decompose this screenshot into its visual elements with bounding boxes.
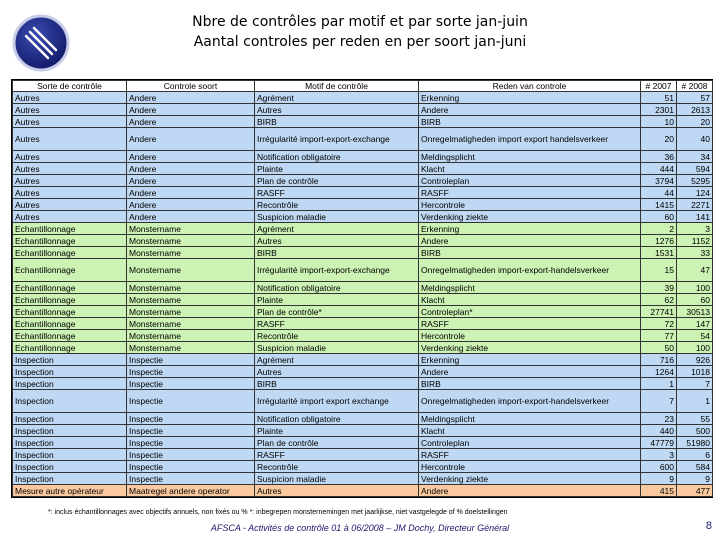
cell-2007: 3: [641, 449, 677, 461]
cell-2008: 594: [677, 163, 713, 175]
cell-reden: RASFF: [419, 318, 641, 330]
cell-2008: 141: [677, 211, 713, 223]
cell-2008: 100: [677, 282, 713, 294]
cell-reden: Verdenking ziekte: [419, 211, 641, 223]
cell-2007: 50: [641, 342, 677, 354]
cell-reden: Meldingsplicht: [419, 282, 641, 294]
table-row: [13, 473, 713, 485]
cell-sorte: Echantillonnage: [13, 247, 127, 259]
cell-motif: Notification obligatoire: [255, 282, 419, 294]
cell-reden: Klacht: [419, 425, 641, 437]
cell-reden: BIRB: [419, 116, 641, 128]
cell-2007: 444: [641, 163, 677, 175]
header-2008: # 2008: [677, 81, 713, 92]
cell-soort: Monstername: [127, 247, 255, 259]
cell-motif: Recontrôle: [255, 199, 419, 211]
cell-2007: 2301: [641, 104, 677, 116]
table-body: [13, 92, 713, 497]
cell-reden: Hercontrole: [419, 330, 641, 342]
cell-2008: 2271: [677, 199, 713, 211]
cell-motif: Suspicion maladie: [255, 473, 419, 485]
table-row: [13, 390, 713, 413]
cell-2008: 124: [677, 187, 713, 199]
cell-2008: 926: [677, 354, 713, 366]
cell-soort: Inspectie: [127, 366, 255, 378]
cell-2008: 30513: [677, 306, 713, 318]
cell-sorte: Echantillonnage: [13, 342, 127, 354]
cell-motif: Notification obligatoire: [255, 151, 419, 163]
table-row: [13, 116, 713, 128]
cell-2007: 1415: [641, 199, 677, 211]
cell-sorte: Echantillonnage: [13, 235, 127, 247]
cell-2008: 40: [677, 128, 713, 151]
page-number: 8: [705, 520, 712, 532]
cell-sorte: Echantillonnage: [13, 306, 127, 318]
cell-2007: 9: [641, 473, 677, 485]
cell-motif: Irrégularité import export exchange: [255, 390, 419, 413]
cell-sorte: Echantillonnage: [13, 294, 127, 306]
cell-reden: Erkenning: [419, 223, 641, 235]
cell-reden: Onregelmatigheden import-export-handelsverkeer: [419, 259, 641, 282]
cell-2007: 1: [641, 378, 677, 390]
cell-sorte: Inspection: [13, 378, 127, 390]
cell-motif: Notification obligatoire: [255, 413, 419, 425]
header-reden: Reden van controle: [419, 81, 641, 92]
cell-reden: Andere: [419, 366, 641, 378]
cell-reden: Klacht: [419, 294, 641, 306]
cell-sorte: Inspection: [13, 449, 127, 461]
cell-motif: Irrégularité import-export-exchange: [255, 128, 419, 151]
cell-2007: 20: [641, 128, 677, 151]
cell-2007: 44: [641, 187, 677, 199]
table-row: [13, 425, 713, 437]
cell-2008: 33: [677, 247, 713, 259]
cell-2008: 7: [677, 378, 713, 390]
cell-reden: Onregelmatigheden import-export-handelsverkeer: [419, 390, 641, 413]
cell-2008: 1152: [677, 235, 713, 247]
cell-sorte: Autres: [13, 211, 127, 223]
cell-soort: Inspectie: [127, 437, 255, 449]
table-row: [13, 449, 713, 461]
cell-sorte: Echantillonnage: [13, 223, 127, 235]
cell-2008: 147: [677, 318, 713, 330]
cell-2008: 1: [677, 390, 713, 413]
cell-sorte: Echantillonnage: [13, 259, 127, 282]
table-row: [13, 223, 713, 235]
table-row: [13, 378, 713, 390]
cell-motif: Agrément: [255, 223, 419, 235]
header-motif: Motif de contrôle: [255, 81, 419, 92]
cell-soort: Maatregel andere operator: [127, 485, 255, 497]
table-row: [13, 366, 713, 378]
page-title: [80, 12, 640, 52]
cell-2007: 23: [641, 413, 677, 425]
cell-2007: 36: [641, 151, 677, 163]
cell-2007: 62: [641, 294, 677, 306]
cell-2008: 477: [677, 485, 713, 497]
cell-reden: Onregelmatigheden import export handelsverkeer: [419, 128, 641, 151]
cell-reden: Hercontrole: [419, 461, 641, 473]
cell-soort: Monstername: [127, 330, 255, 342]
cell-soort: Andere: [127, 211, 255, 223]
cell-2007: 72: [641, 318, 677, 330]
cell-sorte: Autres: [13, 199, 127, 211]
cell-sorte: Autres: [13, 187, 127, 199]
cell-reden: Hercontrole: [419, 199, 641, 211]
table-row: [13, 163, 713, 175]
cell-soort: Monstername: [127, 306, 255, 318]
cell-motif: Agrément: [255, 92, 419, 104]
table-row: [13, 354, 713, 366]
table-row: [13, 485, 713, 497]
cell-2008: 3: [677, 223, 713, 235]
cell-2008: 51980: [677, 437, 713, 449]
cell-2007: 440: [641, 425, 677, 437]
table-header-row: [13, 81, 713, 92]
title-line-nl: Aantal controles per reden en per soort jan-juni: [193, 34, 527, 50]
cell-2007: 1276: [641, 235, 677, 247]
table-row: [13, 318, 713, 330]
cell-2007: 10: [641, 116, 677, 128]
cell-soort: Andere: [127, 151, 255, 163]
cell-motif: RASFF: [255, 318, 419, 330]
cell-sorte: Autres: [13, 128, 127, 151]
cell-2007: 600: [641, 461, 677, 473]
header-soort: Controle soort: [127, 81, 255, 92]
cell-2007: 3794: [641, 175, 677, 187]
cell-soort: Andere: [127, 175, 255, 187]
footer-text: AFSCA - Activités de contrôle 01 à 06/2008 – JM Dochy, Directeur Général: [210, 523, 510, 533]
cell-2007: 15: [641, 259, 677, 282]
cell-soort: Andere: [127, 163, 255, 175]
cell-motif: BIRB: [255, 378, 419, 390]
table-row: [13, 211, 713, 223]
table-row: [13, 330, 713, 342]
table-row: [13, 92, 713, 104]
cell-sorte: Inspection: [13, 354, 127, 366]
cell-2007: 2: [641, 223, 677, 235]
cell-sorte: Autres: [13, 104, 127, 116]
cell-2008: 34: [677, 151, 713, 163]
table-row: [13, 247, 713, 259]
table-row: [13, 128, 713, 151]
cell-soort: Monstername: [127, 318, 255, 330]
cell-sorte: Autres: [13, 163, 127, 175]
cell-motif: Autres: [255, 104, 419, 116]
table-row: [13, 104, 713, 116]
table-row: [13, 294, 713, 306]
cell-2007: 716: [641, 354, 677, 366]
cell-sorte: Inspection: [13, 366, 127, 378]
cell-2007: 60: [641, 211, 677, 223]
cell-soort: Monstername: [127, 342, 255, 354]
cell-motif: Suspicion maladie: [255, 342, 419, 354]
cell-soort: Inspectie: [127, 413, 255, 425]
cell-soort: Andere: [127, 199, 255, 211]
cell-motif: Suspicion maladie: [255, 211, 419, 223]
cell-soort: Monstername: [127, 282, 255, 294]
cell-soort: Andere: [127, 187, 255, 199]
cell-soort: Monstername: [127, 223, 255, 235]
cell-motif: BIRB: [255, 116, 419, 128]
cell-reden: Andere: [419, 104, 641, 116]
cell-sorte: Echantillonnage: [13, 318, 127, 330]
cell-2007: 1264: [641, 366, 677, 378]
cell-motif: Recontrôle: [255, 330, 419, 342]
cell-reden: Controleplan*: [419, 306, 641, 318]
cell-sorte: Inspection: [13, 413, 127, 425]
table-row: [13, 306, 713, 318]
cell-sorte: Inspection: [13, 390, 127, 413]
cell-2008: 47: [677, 259, 713, 282]
cell-sorte: Echantillonnage: [13, 282, 127, 294]
header-2007: # 2007: [641, 81, 677, 92]
cell-soort: Inspectie: [127, 425, 255, 437]
cell-soort: Andere: [127, 116, 255, 128]
cell-2008: 9: [677, 473, 713, 485]
controls-table: [12, 80, 713, 497]
cell-motif: Plan de contrôle: [255, 175, 419, 187]
controls-table-container: [11, 79, 713, 498]
cell-2008: 100: [677, 342, 713, 354]
cell-motif: Autres: [255, 366, 419, 378]
cell-reden: Verdenking ziekte: [419, 342, 641, 354]
cell-soort: Monstername: [127, 235, 255, 247]
cell-reden: BIRB: [419, 247, 641, 259]
table-row: [13, 175, 713, 187]
cell-sorte: Inspection: [13, 425, 127, 437]
table-row: [13, 187, 713, 199]
cell-motif: Agrément: [255, 354, 419, 366]
table-row: [13, 413, 713, 425]
cell-soort: Andere: [127, 92, 255, 104]
cell-soort: Inspectie: [127, 390, 255, 413]
table-row: [13, 235, 713, 247]
cell-2008: 5295: [677, 175, 713, 187]
header-sorte: Sorte de contrôle: [13, 81, 127, 92]
cell-sorte: Echantillonnage: [13, 330, 127, 342]
cell-soort: Inspectie: [127, 473, 255, 485]
cell-soort: Andere: [127, 128, 255, 151]
cell-reden: Controleplan: [419, 437, 641, 449]
cell-reden: Erkenning: [419, 92, 641, 104]
cell-2008: 1018: [677, 366, 713, 378]
cell-motif: Plainte: [255, 294, 419, 306]
cell-2008: 20: [677, 116, 713, 128]
cell-motif: Autres: [255, 485, 419, 497]
cell-reden: RASFF: [419, 187, 641, 199]
cell-motif: Plainte: [255, 163, 419, 175]
cell-reden: Meldingsplicht: [419, 151, 641, 163]
cell-sorte: Inspection: [13, 461, 127, 473]
cell-2008: 57: [677, 92, 713, 104]
cell-sorte: Inspection: [13, 473, 127, 485]
table-row: [13, 259, 713, 282]
cell-motif: RASFF: [255, 449, 419, 461]
table-row: [13, 151, 713, 163]
cell-soort: Inspectie: [127, 354, 255, 366]
table-row: [13, 437, 713, 449]
cell-soort: Inspectie: [127, 378, 255, 390]
table-row: [13, 461, 713, 473]
cell-motif: BIRB: [255, 247, 419, 259]
cell-2008: 60: [677, 294, 713, 306]
cell-sorte: Autres: [13, 116, 127, 128]
afsca-logo-icon: [12, 14, 70, 72]
cell-reden: BIRB: [419, 378, 641, 390]
cell-soort: Inspectie: [127, 461, 255, 473]
cell-2008: 55: [677, 413, 713, 425]
cell-soort: Monstername: [127, 259, 255, 282]
footnote: *: inclus échantillonnages avec objectifs annuels, non fixés ou % *: inbegrepen monsternemingen met jaarlijkse, niet vastgelegde of % doelstellingen: [48, 509, 508, 516]
cell-2007: 415: [641, 485, 677, 497]
cell-2007: 51: [641, 92, 677, 104]
cell-sorte: Autres: [13, 151, 127, 163]
cell-soort: Monstername: [127, 294, 255, 306]
cell-reden: RASFF: [419, 449, 641, 461]
cell-motif: Plan de contrôle*: [255, 306, 419, 318]
cell-2008: 6: [677, 449, 713, 461]
title-line-fr: Nbre de contrôles par motif et par sorte jan-juin: [192, 14, 528, 30]
cell-2007: 7: [641, 390, 677, 413]
cell-reden: Klacht: [419, 163, 641, 175]
cell-2007: 77: [641, 330, 677, 342]
cell-2007: 47779: [641, 437, 677, 449]
cell-2008: 584: [677, 461, 713, 473]
cell-2007: 27741: [641, 306, 677, 318]
cell-motif: Plainte: [255, 425, 419, 437]
cell-reden: Meldingsplicht: [419, 413, 641, 425]
table-row: [13, 282, 713, 294]
cell-sorte: Mesure autre opérateur: [13, 485, 127, 497]
cell-2008: 54: [677, 330, 713, 342]
cell-reden: Verdenking ziekte: [419, 473, 641, 485]
cell-motif: Autres: [255, 235, 419, 247]
cell-sorte: Autres: [13, 175, 127, 187]
cell-2008: 2613: [677, 104, 713, 116]
cell-reden: Controleplan: [419, 175, 641, 187]
cell-sorte: Autres: [13, 92, 127, 104]
table-row: [13, 342, 713, 354]
cell-2007: 1531: [641, 247, 677, 259]
table-row: [13, 199, 713, 211]
cell-motif: Irrégularité import-export-exchange: [255, 259, 419, 282]
cell-motif: Recontrôle: [255, 461, 419, 473]
cell-2007: 39: [641, 282, 677, 294]
cell-soort: Andere: [127, 104, 255, 116]
cell-reden: Andere: [419, 235, 641, 247]
cell-2008: 500: [677, 425, 713, 437]
cell-reden: Erkenning: [419, 354, 641, 366]
cell-motif: RASFF: [255, 187, 419, 199]
cell-reden: Andere: [419, 485, 641, 497]
cell-sorte: Inspection: [13, 437, 127, 449]
cell-soort: Inspectie: [127, 449, 255, 461]
cell-motif: Plan de contrôle: [255, 437, 419, 449]
